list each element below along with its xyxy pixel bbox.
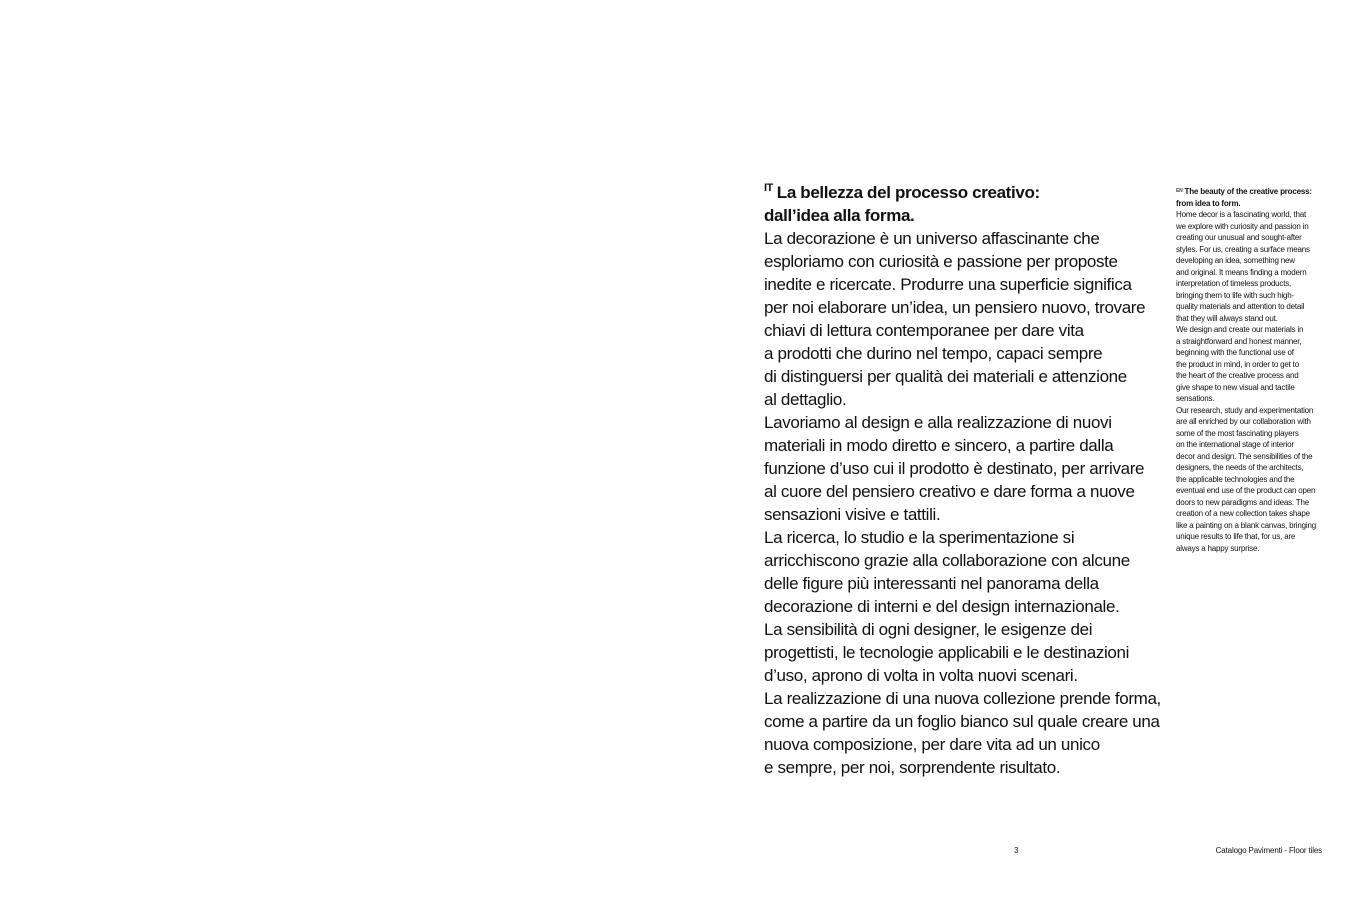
english-heading-line2: from idea to form. [1176,198,1241,208]
italian-paragraph: La decorazione è un universo affascinante che esploriamo con curiosità e passione per proposte inedite e ricercate. Produrre una superficie significa per noi elaborare un’idea, un pensiero nuovo, trovare chiavi di lettura contemporanee per dare vita a prodotti che durino nel tempo, capaci sempre di distinguersi per qualità dei materiali e attenzione al dettaglio. [764,229,1146,409]
italian-heading [764,177,1174,227]
italian-text-column [764,177,1174,779]
italian-heading-line1: La bellezza del processo creativo: [776,183,1040,202]
english-heading-line1: The beauty of the creative process: [1184,187,1312,196]
page-number: 3 [1014,846,1019,855]
italian-paragraph: La ricerca, lo studio e la sperimentazione si arricchiscono grazie alla collaborazione con alcune delle figure più interessanti nel panorama della decorazione di interni e del design internazionale. [764,528,1130,616]
english-text-column [1176,186,1326,554]
english-paragraph: Home decor is a fascinating world, that we explore with curiosity and passion in creating our unusual and sought-after styles. For us, creating a surface means developing an idea, something new and original. It means finding a modern interpretation of timeless products, bringing them to life with such high- quality materials and attention to detail that they will always stand out. [1176,210,1310,323]
italian-heading-line2: dall’idea alla forma. [764,206,915,225]
italian-paragraph: Lavoriamo al design e alla realizzazione di nuovi materiali in modo diretto e sincero, a partire dalla funzione d’uso cui il prodotto è destinato, per arrivare al cuore del pensiero creativo e dare forma a nuove sensazioni visive e tattili. [764,413,1145,524]
italian-body [764,227,1174,779]
catalog-title: Catalogo Pavimenti - Floor tiles [1215,846,1322,855]
english-paragraph: We design and create our materials in a straightforward and honest manner, beginning with the functional use of the product in mind, in order to get to the heart of the creative process and give shape to new visual and tactile sensations. [1176,325,1304,403]
english-paragraph: Our research, study and experimentation are all enriched by our collaboration with some of the most fascinating players on the international stage of interior decor and design. The sensibilities of the designers, the needs of the architects, the applicable technologies and the eventual end use of the product can open doors to new paradigms and ideas. The creation of a new collection takes shape like a painting on a blank canvas, bringing unique results to life that, for us, are always a happy surprise. [1176,405,1316,553]
italian-paragraph: La realizzazione di una nuova collezione prende forma, come a partire da un foglio bianco sul quale creare una nuova composizione, per dare vita ad un unico e sempre, per noi, sorprendente risultato. [764,689,1161,777]
english-heading [1176,186,1326,209]
language-tag-en: EN [1176,188,1183,194]
italian-paragraph: La sensibilità di ogni designer, le esigenze dei progettisti, le tecnologie applicabili e le destinazioni d’uso, aprono di volta in volta nuovi scenari. [764,620,1130,685]
language-tag-it: IT [764,182,773,194]
